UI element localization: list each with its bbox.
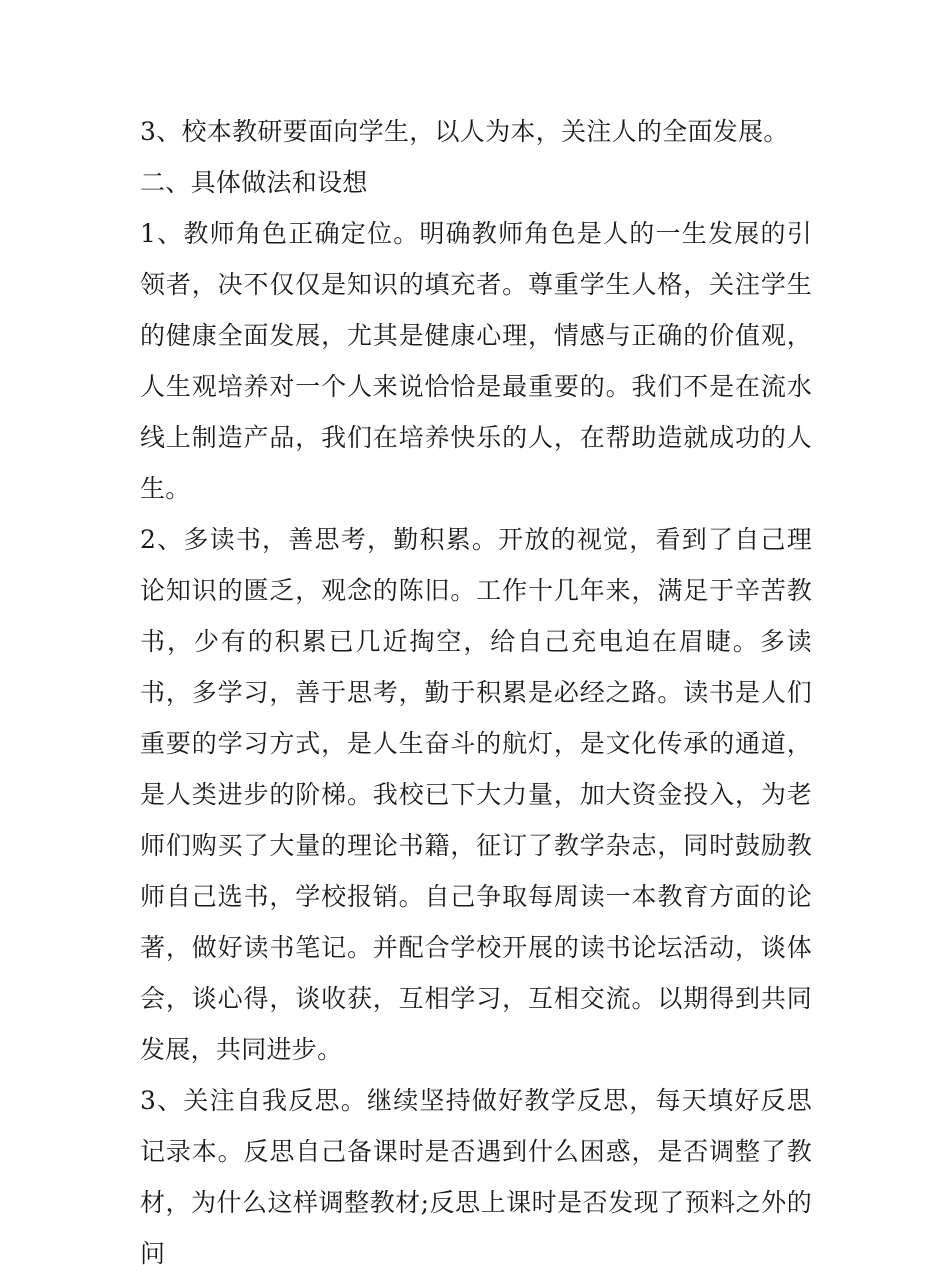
document-body [140, 106, 812, 1279]
paragraph-reading: 2、多读书，善思考，勤积累。开放的视觉，看到了自己理论知识的匮乏，观念的陈旧。工作十几年来，满足于辛苦教书，少有的积累已几近掏空，给自己充电迫在眉睫。多读书，多学习，善于思考，勤于积累是必经之路。读书是人们重要的学习方式，是人生奋斗的航灯，是文化传承的通道，是人类进步的阶梯。我校已下大力量，加大资金投入，为老师们购买了大量的理论书籍，征订了教学杂志，同时鼓励教师自己选书，学校报销。自己争取每周读一本教育方面的论著，做好读书笔记。并配合学校开展的读书论坛活动，谈体会，谈心得，谈收获，互相学习，互相交流。以期得到共同发展，共同进步。 [140, 525, 812, 1064]
paragraph-teacher-role: 1、教师角色正确定位。明确教师角色是人的一生发展的引领者，决不仅仅是知识的填充者。尊重学生人格，关注学生的健康全面发展，尤其是健康心理，情感与正确的价值观，人生观培养对一个人来说恰恰是最重要的。我们不是在流水线上制造产品，我们在培养快乐的人，在帮助造就成功的人生。 [140, 219, 812, 503]
paragraph-self-reflection: 3、关注自我反思。继续坚持做好教学反思，每天填好反思记录本。反思自己备课时是否遇到什么困惑，是否调整了教材，为什么这样调整教材;反思上课时是否发现了预料之外的问 [140, 1086, 812, 1268]
section-heading-2: 二、具体做法和设想 [140, 168, 368, 197]
paragraph-principle-3: 3、校本教研要面向学生，以人为本，关注人的全面发展。 [140, 117, 789, 146]
